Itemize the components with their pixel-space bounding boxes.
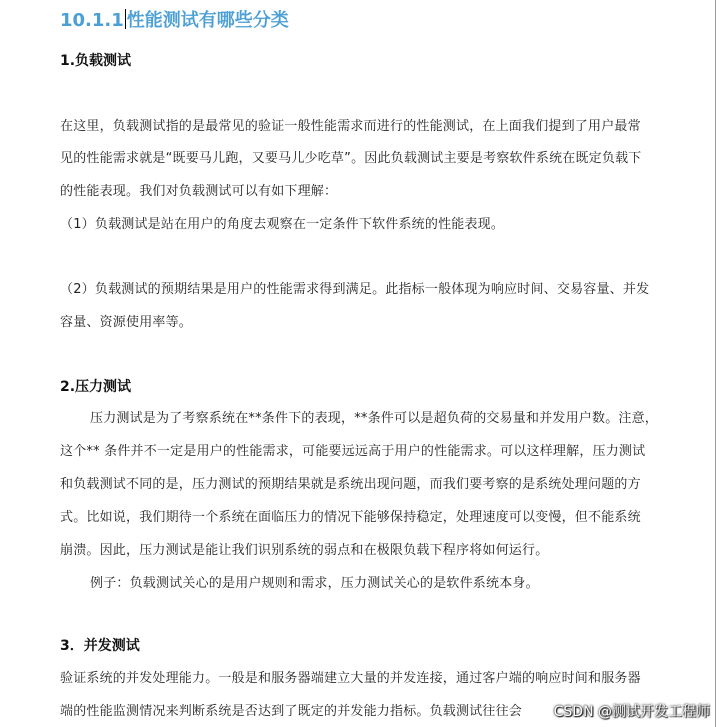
- paragraph-line: 和负载测试不同的是，压力测试的预期结果就是系统出现问题，而我们要考察的是系统处理问题的方: [60, 477, 641, 492]
- paragraph-line: 见的性能需求就是“既要马儿跑，又要马儿少吃草”。因此负载测试主要是考察软件系统在既定负载下: [60, 151, 642, 166]
- text-cursor: [125, 9, 126, 29]
- subheading-load-test: 1.负载测试: [60, 53, 132, 69]
- section-heading: [60, 6, 289, 32]
- heading-title: 性能测试有哪些分类: [126, 10, 289, 31]
- paragraph-line: 式。比如说，我们期待一个系统在面临压力的情况下能够保持稳定，处理速度可以变慢，但不能系统: [60, 510, 641, 525]
- paragraph-line: 的性能表现。我们对负载测试可以有如下理解：: [60, 184, 338, 199]
- subheading-concurrency-test: 3．并发测试: [60, 638, 140, 654]
- watermark: CSDN @测试开发工程师: [553, 704, 710, 720]
- heading-number: 10.1.1: [60, 10, 124, 31]
- page-border: [715, 0, 716, 727]
- paragraph-line: 例子：负载测试关心的是用户规则和需求，压力测试关心的是软件系统本身。: [90, 576, 539, 591]
- paragraph-line: 验证系统的并发处理能力。一般是和服务器端建立大量的并发连接，通过客户端的响应时间和服务器: [60, 671, 641, 686]
- paragraph-line: 在这里，负载测试指的是最常见的验证一般性能需求而进行的性能测试，在上面我们提到了用户最常: [60, 119, 641, 134]
- list-item: （2）负载测试的预期结果是用户的性能需求得到满足。此指标一般体现为响应时间、交易容量、并发: [60, 282, 650, 297]
- paragraph-line: 容量、资源使用率等。: [60, 315, 193, 330]
- paragraph-line: 压力测试是为了考察系统在**条件下的表现，**条件可以是超负荷的交易量和并发用户数。注意，: [90, 411, 659, 426]
- list-item: （1）负载测试是站在用户的角度去观察在一定条件下软件系统的性能表现。: [60, 217, 505, 232]
- paragraph-line: 端的性能监测情况来判断系统是否达到了既定的并发能力指标。负载测试往往会: [60, 704, 523, 719]
- paragraph-line: 这个** 条件并不一定是用户的性能需求，可能要远远高于用户的性能需求。可以这样理解，压力测试: [60, 444, 646, 459]
- paragraph-line: 崩溃。因此，压力测试是能让我们识别系统的弱点和在极限负载下程序将如何运行。: [60, 543, 549, 558]
- subheading-stress-test: 2.压力测试: [60, 379, 132, 395]
